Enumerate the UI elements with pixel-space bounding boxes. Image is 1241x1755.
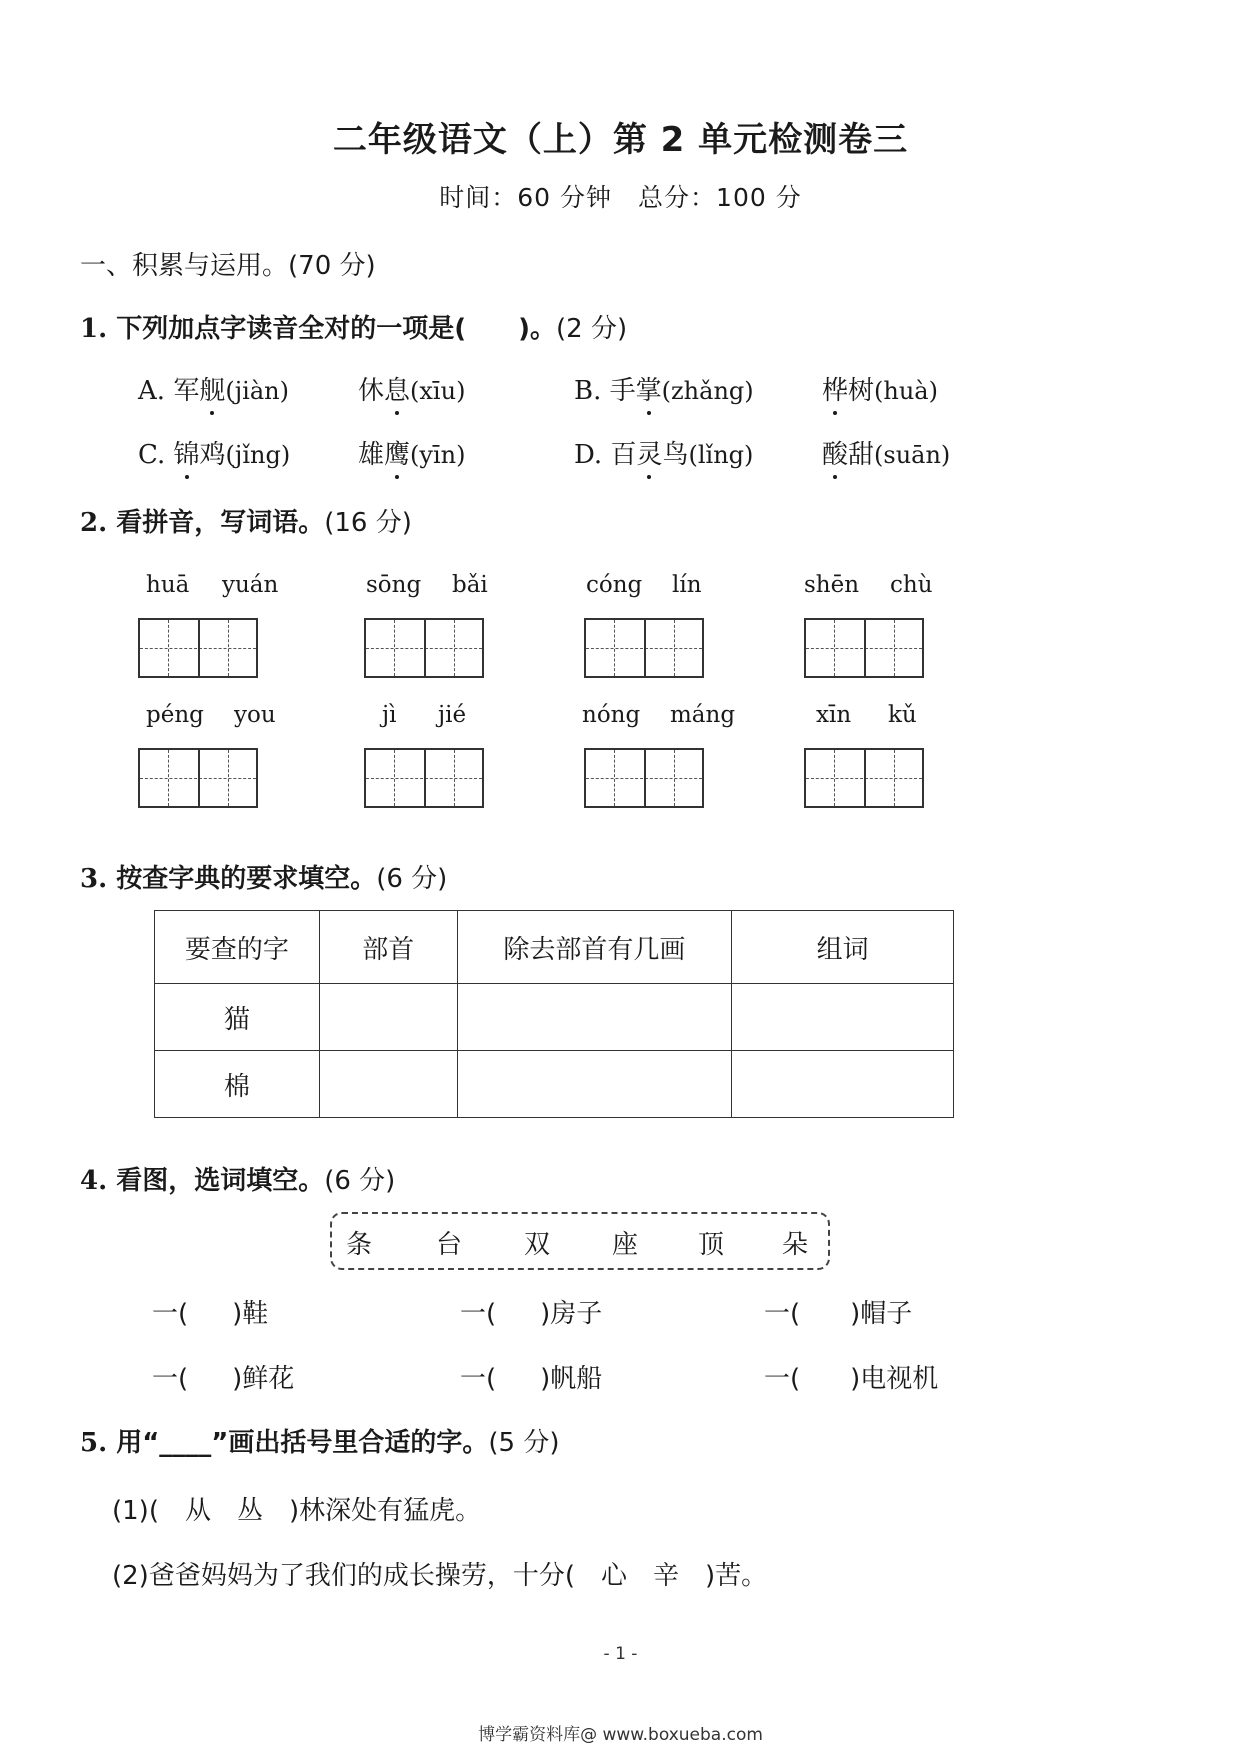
pinyin-syllable: lín bbox=[672, 572, 702, 598]
question-number: 1. bbox=[80, 314, 108, 344]
question-3 bbox=[80, 858, 447, 895]
pinyin-syllable: cóng bbox=[586, 572, 643, 598]
fill-item bbox=[460, 1293, 602, 1330]
fill-prefix: 一( bbox=[764, 1364, 801, 1394]
pinyin: (lǐng) bbox=[688, 441, 754, 469]
fill-suffix: )帆船 bbox=[540, 1364, 603, 1394]
pinyin: (suān) bbox=[874, 441, 951, 469]
fill-item bbox=[764, 1293, 912, 1330]
fill-suffix: )鲜花 bbox=[232, 1364, 295, 1394]
writing-grid[interactable] bbox=[138, 748, 258, 808]
word-bank-item: 座 bbox=[612, 1230, 639, 1260]
word-text: 甜 bbox=[848, 440, 875, 470]
table-header: 要查的字 bbox=[155, 911, 320, 984]
word-bank-item: 条 bbox=[346, 1230, 373, 1260]
pinyin: (xīu) bbox=[410, 377, 466, 405]
question-text: 看图，选词填空。 bbox=[116, 1166, 325, 1196]
answer-cell[interactable] bbox=[319, 1051, 457, 1118]
question-text: 按查字典的要求填空。 bbox=[116, 864, 377, 894]
fill-item bbox=[460, 1358, 602, 1395]
pinyin: (jiàn) bbox=[225, 377, 289, 405]
q5-item[interactable]: (2)爸爸妈妈为了我们的成长操劳，十分( 心 辛 )苦。 bbox=[112, 1561, 768, 1591]
question-text: 用“____”画出括号里合适的字。 bbox=[116, 1428, 489, 1458]
word-text: 百 bbox=[610, 440, 637, 470]
table-row bbox=[155, 984, 954, 1051]
question-points: (16 分) bbox=[324, 508, 412, 538]
question-number: 2. bbox=[80, 508, 108, 538]
pinyin-syllable: jié bbox=[438, 702, 467, 728]
dotted-char: 酸 bbox=[822, 434, 848, 471]
pinyin-syllable: shēn bbox=[804, 572, 860, 598]
pinyin-syllable: yuán bbox=[222, 572, 279, 598]
pinyin-syllable: sōng bbox=[366, 572, 422, 598]
pinyin-syllable: huā bbox=[146, 572, 190, 598]
fill-item bbox=[764, 1358, 938, 1395]
question-1 bbox=[80, 308, 627, 345]
word-bank-item: 台 bbox=[436, 1230, 463, 1260]
answer-cell[interactable] bbox=[457, 984, 732, 1051]
word-text: 鸡 bbox=[199, 440, 226, 470]
option-letter: C. bbox=[138, 440, 166, 470]
dotted-char: 舰 bbox=[199, 370, 225, 407]
question-number: 3. bbox=[80, 864, 108, 894]
writing-grid[interactable] bbox=[584, 748, 704, 808]
word-bank bbox=[330, 1212, 830, 1270]
pinyin-syllable: jì bbox=[382, 702, 397, 728]
fill-prefix: 一( bbox=[460, 1299, 497, 1329]
question-5 bbox=[80, 1422, 560, 1459]
writing-grid[interactable] bbox=[584, 618, 704, 678]
writing-grid[interactable] bbox=[138, 618, 258, 678]
question-2 bbox=[80, 502, 412, 539]
answer-cell[interactable] bbox=[457, 1051, 732, 1118]
word-text: 休 bbox=[358, 376, 385, 406]
answer-cell[interactable] bbox=[319, 984, 457, 1051]
option-a-word-2 bbox=[358, 370, 465, 407]
lookup-char: 棉 bbox=[155, 1051, 320, 1118]
lookup-char: 猫 bbox=[155, 984, 320, 1051]
pinyin-syllable: you bbox=[234, 702, 276, 728]
answer-cell[interactable] bbox=[732, 984, 954, 1051]
question-points: (6 分) bbox=[324, 1166, 396, 1196]
exam-meta: 时间：60 分钟 总分：100 分 bbox=[439, 183, 802, 212]
pinyin-syllable: nóng bbox=[582, 702, 641, 728]
word-bank-item: 朵 bbox=[782, 1230, 809, 1260]
word-text: 树 bbox=[848, 376, 875, 406]
question-text: 下列加点字读音全对的一项是( )。 bbox=[116, 314, 556, 344]
pinyin-syllable: kǔ bbox=[888, 702, 917, 728]
option-letter: D. bbox=[574, 440, 603, 470]
fill-suffix: )鞋 bbox=[232, 1299, 269, 1329]
word-text: 鸟 bbox=[662, 440, 689, 470]
fill-prefix: 一( bbox=[152, 1364, 189, 1394]
option-c-word-2 bbox=[358, 434, 465, 471]
writing-grid[interactable] bbox=[364, 618, 484, 678]
fill-prefix: 一( bbox=[764, 1299, 801, 1329]
table-header: 除去部首有几画 bbox=[457, 911, 732, 984]
question-points: (5 分) bbox=[488, 1428, 560, 1458]
word-bank-item: 顶 bbox=[698, 1230, 725, 1260]
dictionary-table bbox=[154, 910, 954, 1118]
dotted-char: 桦 bbox=[822, 370, 848, 407]
writing-grid[interactable] bbox=[804, 618, 924, 678]
option-d-word-2 bbox=[822, 434, 950, 471]
pinyin: (huà) bbox=[874, 377, 938, 405]
word-text: 手 bbox=[609, 376, 636, 406]
dotted-char: 鹰 bbox=[384, 434, 410, 471]
table-row bbox=[155, 1051, 954, 1118]
dotted-char: 锦 bbox=[174, 434, 200, 471]
section-label: 一、积累与运用。 bbox=[80, 251, 289, 281]
question-points: (6 分) bbox=[376, 864, 448, 894]
table-header: 部首 bbox=[319, 911, 457, 984]
question-number: 4. bbox=[80, 1166, 108, 1196]
pinyin: (jǐng) bbox=[225, 441, 291, 469]
word-bank-item: 双 bbox=[524, 1230, 551, 1260]
table-header-row bbox=[155, 911, 954, 984]
fill-suffix: )电视机 bbox=[850, 1364, 939, 1394]
option-d[interactable] bbox=[574, 434, 753, 471]
question-number: 5. bbox=[80, 1428, 108, 1458]
table-header: 组词 bbox=[732, 911, 954, 984]
word-text: 雄 bbox=[358, 440, 385, 470]
fill-prefix: 一( bbox=[152, 1299, 189, 1329]
section-heading bbox=[80, 245, 376, 282]
pinyin-syllable: xīn bbox=[816, 702, 852, 728]
option-a[interactable] bbox=[138, 370, 289, 407]
option-b[interactable] bbox=[574, 370, 754, 407]
question-points: (2 分) bbox=[556, 314, 628, 344]
question-4 bbox=[80, 1160, 395, 1197]
fill-suffix: )帽子 bbox=[850, 1299, 913, 1329]
pinyin-syllable: chù bbox=[890, 572, 933, 598]
fill-item bbox=[152, 1293, 268, 1330]
option-letter: A. bbox=[138, 376, 166, 406]
writing-grid[interactable] bbox=[364, 748, 484, 808]
fill-item bbox=[152, 1358, 294, 1395]
writing-grid[interactable] bbox=[804, 748, 924, 808]
question-text: 看拼音，写词语。 bbox=[116, 508, 325, 538]
dotted-char: 息 bbox=[384, 370, 410, 407]
option-c[interactable] bbox=[138, 434, 290, 471]
fill-suffix: )房子 bbox=[540, 1299, 603, 1329]
pinyin: (yīn) bbox=[410, 441, 466, 469]
pinyin: (zhǎng) bbox=[661, 377, 754, 405]
section-points: (70 分) bbox=[288, 251, 376, 281]
pinyin-syllable: péng bbox=[146, 702, 204, 728]
q5-item[interactable]: (1)( 从 丛 )林深处有猛虎。 bbox=[112, 1496, 482, 1526]
page-number: - 1 - bbox=[603, 1644, 638, 1664]
pinyin-syllable: máng bbox=[670, 702, 736, 728]
option-b-word-2 bbox=[822, 370, 938, 407]
watermark: 博学霸资料库@ www.boxueba.com bbox=[478, 1725, 763, 1745]
fill-prefix: 一( bbox=[460, 1364, 497, 1394]
pinyin-syllable: bǎi bbox=[452, 572, 488, 598]
page-title: 二年级语文（上）第 2 单元检测卷三 bbox=[332, 120, 909, 160]
dotted-char: 灵 bbox=[636, 434, 662, 471]
option-letter: B. bbox=[574, 376, 602, 406]
answer-cell[interactable] bbox=[732, 1051, 954, 1118]
word-text: 军 bbox=[173, 376, 200, 406]
dotted-char: 掌 bbox=[636, 370, 662, 407]
